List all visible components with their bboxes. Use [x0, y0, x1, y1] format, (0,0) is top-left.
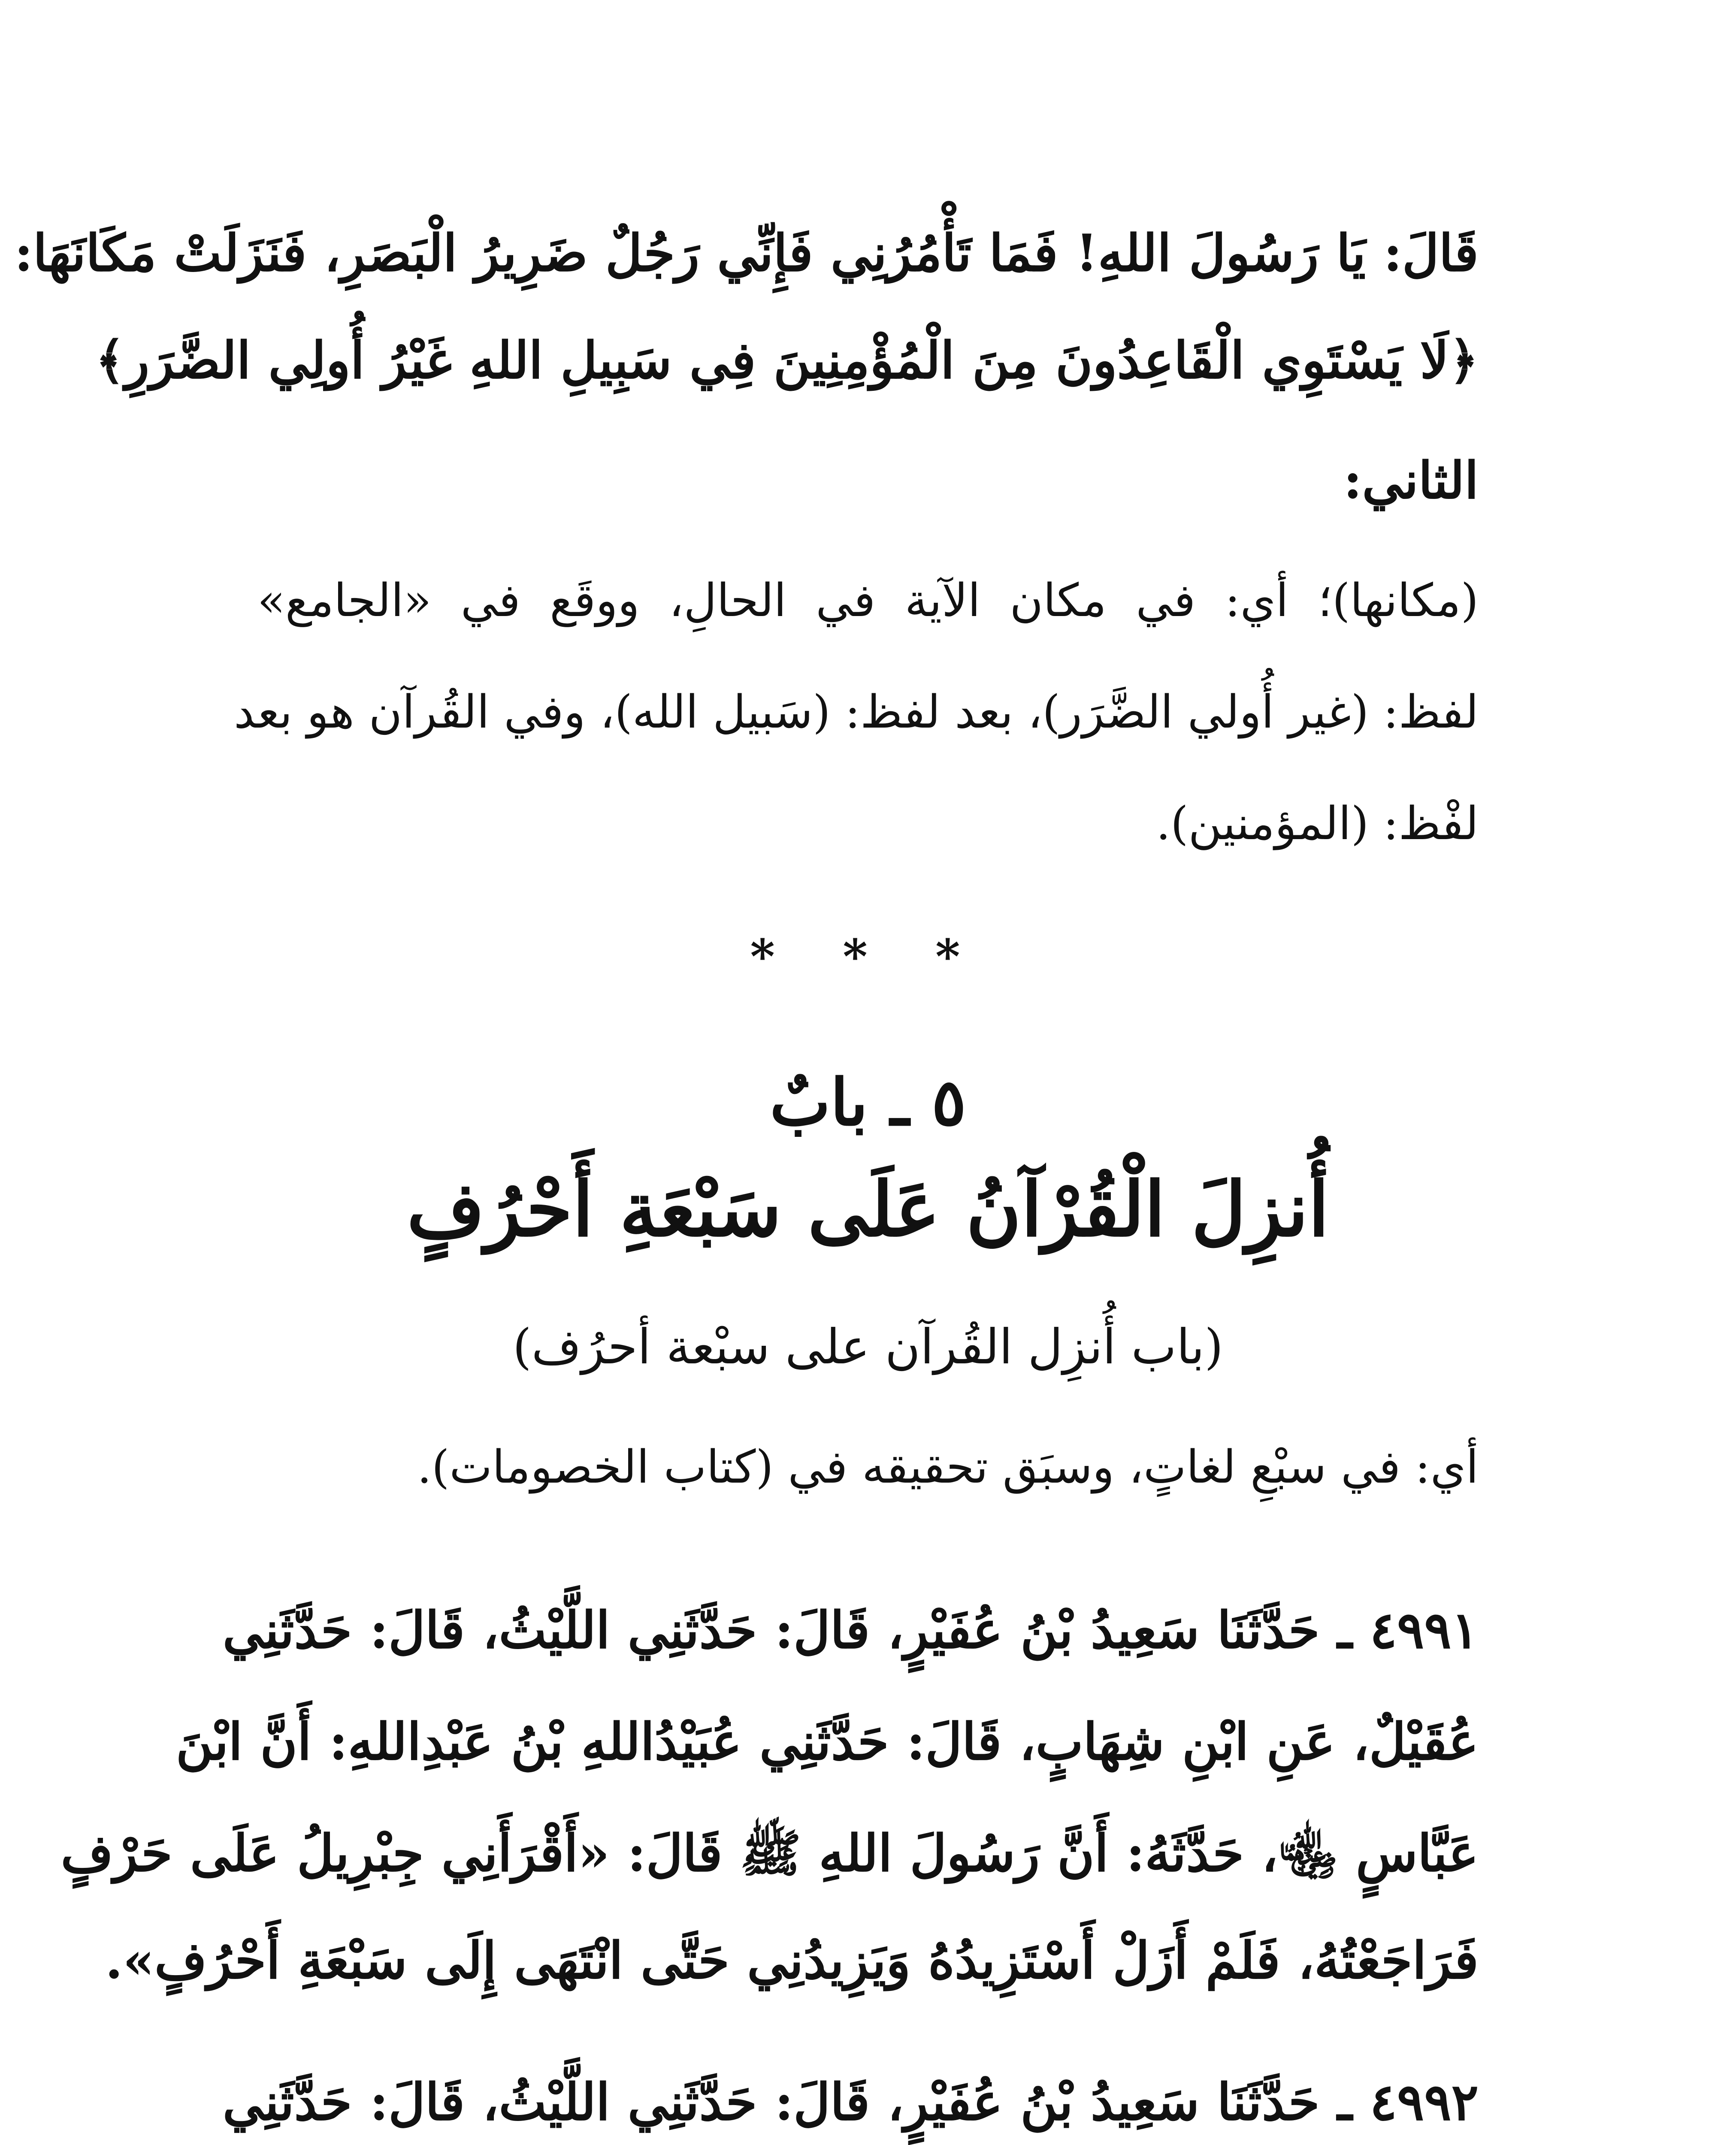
- hadith-4991-line-2: عُقَيْلٌ، عَنِ ابْنِ شِهَابٍ، قَالَ: حَدَّثَنِي عُبَيْدُاللهِ بْنُ عَبْدِاللهِ: أَنَّ ابْنَ: [175, 1712, 1479, 1771]
- chapter-subtitle: (باب أُنزِل القُرآن على سبْعة أحرُف): [513, 1319, 1223, 1375]
- commentary-heading: الثاني:: [1343, 450, 1479, 510]
- commentary-line-1: (مكانها)؛ أي: في مكان الآية في الحالِ، ووقَع في «الجامع»: [257, 574, 1479, 627]
- hadith-4991-line-1: ٤٩٩١ ـ حَدَّثَنَا سَعِيدُ بْنُ عُفَيْرٍ، قَالَ: حَدَّثَنِي اللَّيْثُ، قَالَ: حَدَّثَنِي: [222, 1600, 1479, 1660]
- chapter-number: ٥ ـ بابٌ: [770, 1065, 966, 1140]
- quran-verse-line: ﴿لَا يَسْتَوِي الْقَاعِدُونَ مِنَ الْمُؤْمِنِينَ فِي سَبِيلِ اللهِ غَيْرُ أُولِي الضَّرَرِ﴾: [95, 330, 1479, 390]
- commentary-line-3: لفْظ: (المؤمنين).: [1156, 797, 1479, 850]
- commentary-line-2: لفظ: (غير أُولي الضَّرَر)، بعد لفظ: (سَبيل الله)، وفي القُرآن هو بعد: [234, 686, 1479, 738]
- hadith-4992-line-1: ٤٩٩٢ ـ حَدَّثَنَا سَعِيدُ بْنُ عُفَيْرٍ، قَالَ: حَدَّثَنِي اللَّيْثُ، قَالَ: حَدَّثَنِي: [222, 2072, 1479, 2132]
- hadith-text-line-1: قَالَ: يَا رَسُولَ اللهِ! فَمَا تَأْمُرُنِي فَإِنِّي رَجُلٌ ضَرِيرُ الْبَصَرِ، فَنَزَلَتْ مَكَانَهَا:: [14, 223, 1479, 283]
- chapter-explanation: أي: في سبْعِ لغاتٍ، وسبَق تحقيقه في (كتاب الخصومات).: [417, 1441, 1479, 1493]
- section-separator: * * *: [750, 929, 986, 984]
- chapter-title: أُنزِلَ الْقُرْآنُ عَلَى سَبْعَةِ أَحْرُفٍ: [407, 1166, 1329, 1254]
- hadith-4991-line-3: عَبَّاسٍ ﵄، حَدَّثَهُ: أَنَّ رَسُولَ اللهِ ﷺ قَالَ: «أَقْرَأَنِي جِبْرِيلُ عَلَى حَرْفٍ: [60, 1823, 1479, 1883]
- hadith-4991-line-4: فَرَاجَعْتُهُ، فَلَمْ أَزَلْ أَسْتَزِيدُهُ وَيَزِيدُنِي حَتَّى انْتَهَى إِلَى سَبْعَةِ أَحْرُفٍ».: [105, 1930, 1479, 1990]
